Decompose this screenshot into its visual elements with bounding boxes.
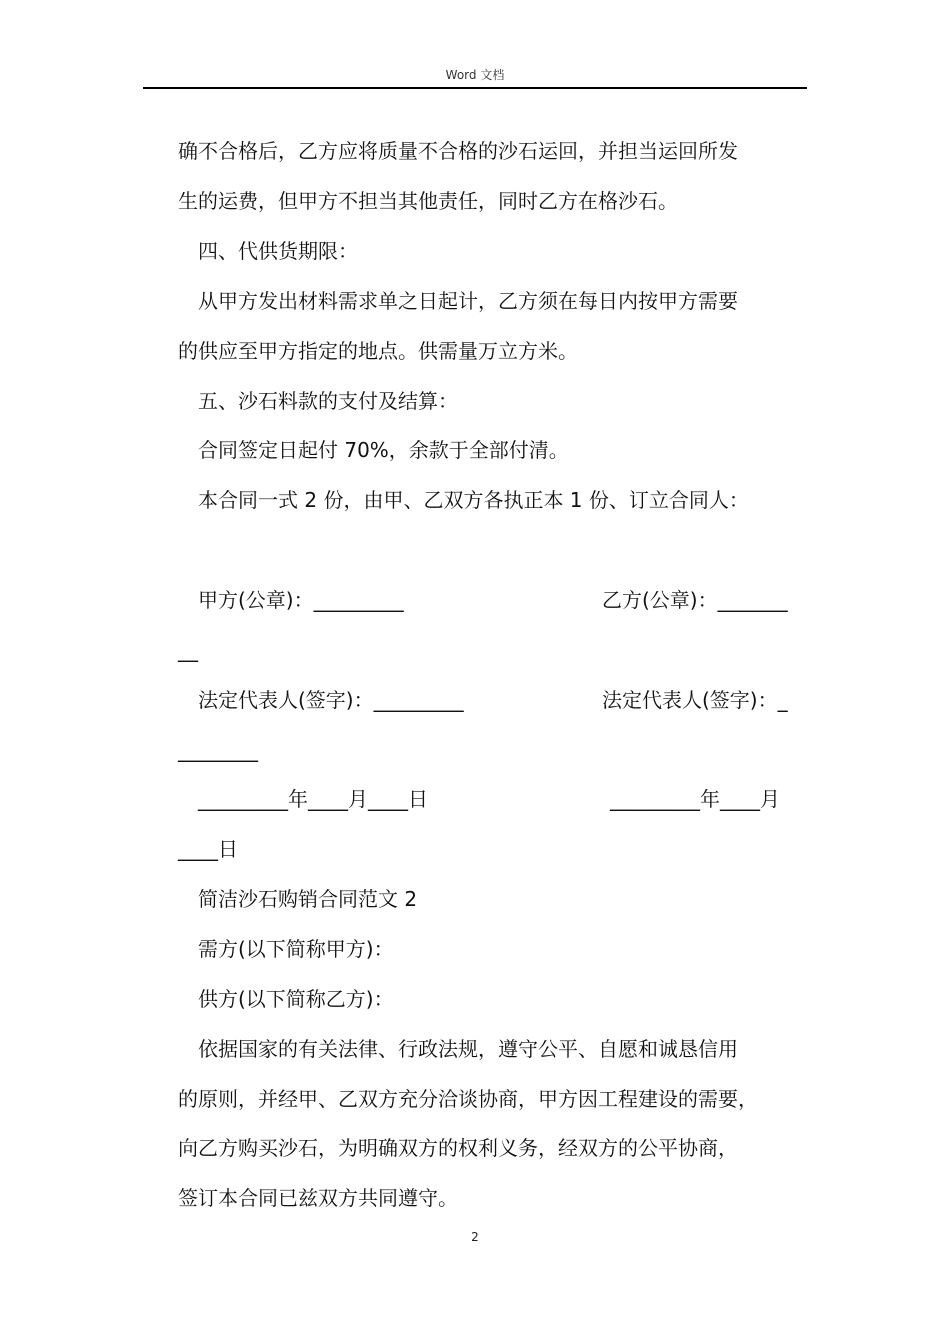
body-line: ________ <box>178 738 258 762</box>
header-divider <box>143 87 807 89</box>
body-line: 生的运费，但甲方不担当其他责任，同时乙方在格沙石。 <box>178 189 678 213</box>
body-line: 确不合格后，乙方应将质量不合格的沙石运回，并担当运回所发 <box>178 139 738 163</box>
party-b-date-line: _________年____月 <box>610 787 780 811</box>
party-a-date-line: _________年____月____日 <box>198 787 428 811</box>
body-line: 的原则，并经甲、乙双方充分洽谈协商，甲方因工程建设的需要， <box>178 1087 758 1111</box>
body-line: 的供应至甲方指定的地点。供需量万立方米。 <box>178 339 578 363</box>
body-line: 供方(以下简称乙方)： <box>198 987 394 1011</box>
party-b-seal-line: 乙方(公章)：_______ <box>602 588 788 612</box>
party-a-representative-line: 法定代表人(签字)：_________ <box>198 688 464 712</box>
body-line: 依据国家的有关法律、行政法规，遵守公平、自愿和诚恳信用 <box>198 1037 738 1061</box>
body-line: __ <box>178 638 198 662</box>
party-b-representative-line: 法定代表人(签字)：_ <box>602 688 788 712</box>
body-line: 从甲方发出材料需求单之日起计，乙方须在每日内按甲方需要 <box>198 289 738 313</box>
body-line: ____日 <box>178 837 238 861</box>
page-number: 2 <box>471 1230 479 1244</box>
body-line: 签订本合同已兹双方共同遵守。 <box>178 1186 458 1210</box>
body-line: 本合同一式 2 份，由甲、乙双方各执正本 1 份、订立合同人： <box>198 488 749 512</box>
section-heading: 五、沙石料款的支付及结算： <box>198 389 458 413</box>
section-heading: 四、代供货期限： <box>198 239 358 263</box>
page-header-title: Word 文档 <box>445 68 505 82</box>
body-line: 合同签定日起付 70%，余款于全部付清。 <box>198 438 569 462</box>
section-title: 简洁沙石购销合同范文 2 <box>198 887 418 911</box>
body-line: 向乙方购买沙石，为明确双方的权利义务，经双方的公平协商， <box>178 1136 738 1160</box>
body-line: 需方(以下简称甲方)： <box>198 937 394 961</box>
party-a-seal-line: 甲方(公章)：_________ <box>198 588 404 612</box>
